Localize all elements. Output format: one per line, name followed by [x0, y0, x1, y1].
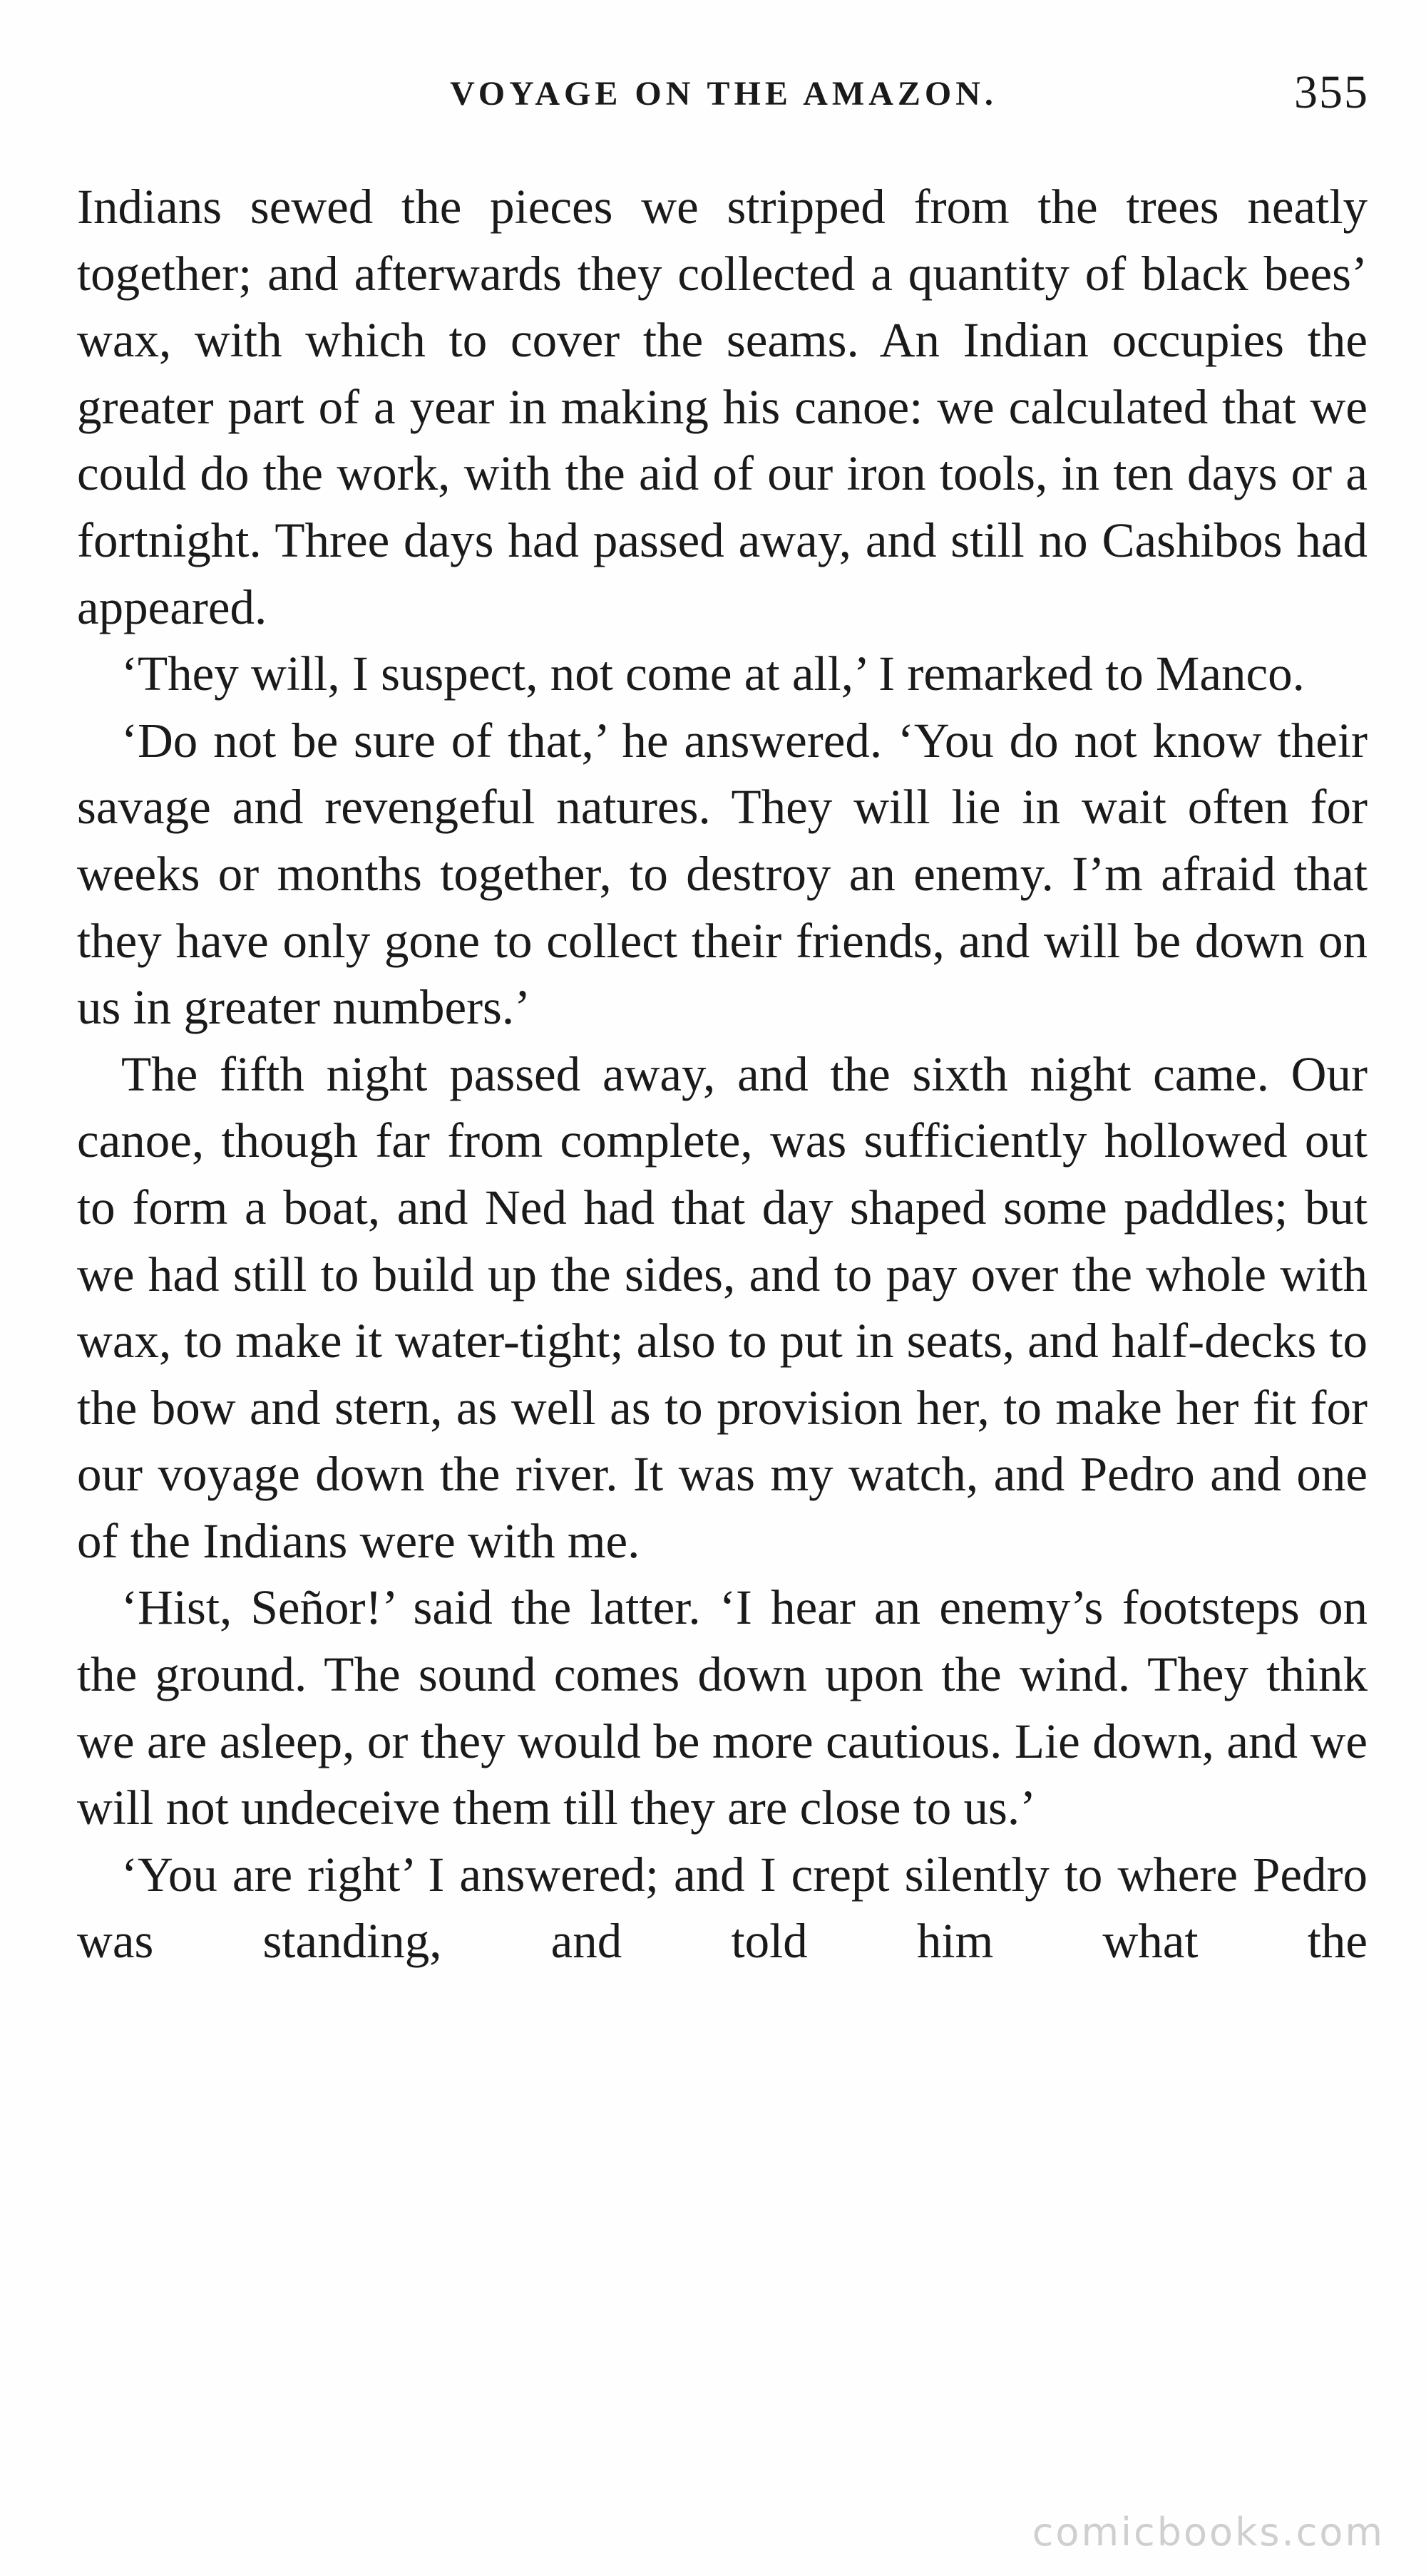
paragraph-3: ‘Do not be sure of that,’ he answered. ‘You do not know their savage and revengeful natures. They will lie in wait often for weeks or months together, to destroy an enemy. I’m afraid that they have only gone to collect their friends, and will be down on us in greater numbers.’ — [77, 713, 1368, 1035]
body-text — [77, 174, 1368, 1975]
watermark: comicbooks.com — [1032, 2510, 1385, 2555]
paragraph-5: ‘Hist, Señor!’ said the latter. ‘I hear an enemy’s footsteps on the ground. The sound comes down upon the wind. They think we are asleep, or they would be more cautious. Lie down, and we will not undeceive them till they are close to us.’ — [77, 1580, 1368, 1835]
paragraph-1: Indians sewed the pieces we stripped from the trees neatly together; and afterwards they collected a quantity of black bees’ wax, with which to cover the seams. An Indian occupies the greater part of a year in making his canoe: we calculated that we could do the work, with the aid of our iron tools, in ten days or a fortnight. Three days had passed away, and still no Cashibos had appeared. — [77, 180, 1368, 634]
running-title: VOYAGE ON THE AMAZON. — [450, 75, 997, 113]
paragraph-6: ‘You are right’ I answered; and I crept silently to where Pedro was standing, and told him what the — [77, 1847, 1368, 1969]
paragraph-2: ‘They will, I suspect, not come at all,’ I remarked to Manco. — [121, 646, 1305, 701]
paragraph-4: The fifth night passed away, and the sixth night came. Our canoe, though far from complete, was sufficiently hollowed out to form a boat, and Ned had that day shaped some paddles; but we had still to build up the sides, and to pay over the whole with wax, to make it water-tight; also to put in seats, and half-decks to the bow and stern, as well as to provision her, to make her fit for our voyage down the river. It was my watch, and Pedro and one of the Indians were with me. — [77, 1046, 1368, 1568]
page-number: 355 — [1294, 66, 1369, 118]
running-head — [78, 61, 1369, 125]
